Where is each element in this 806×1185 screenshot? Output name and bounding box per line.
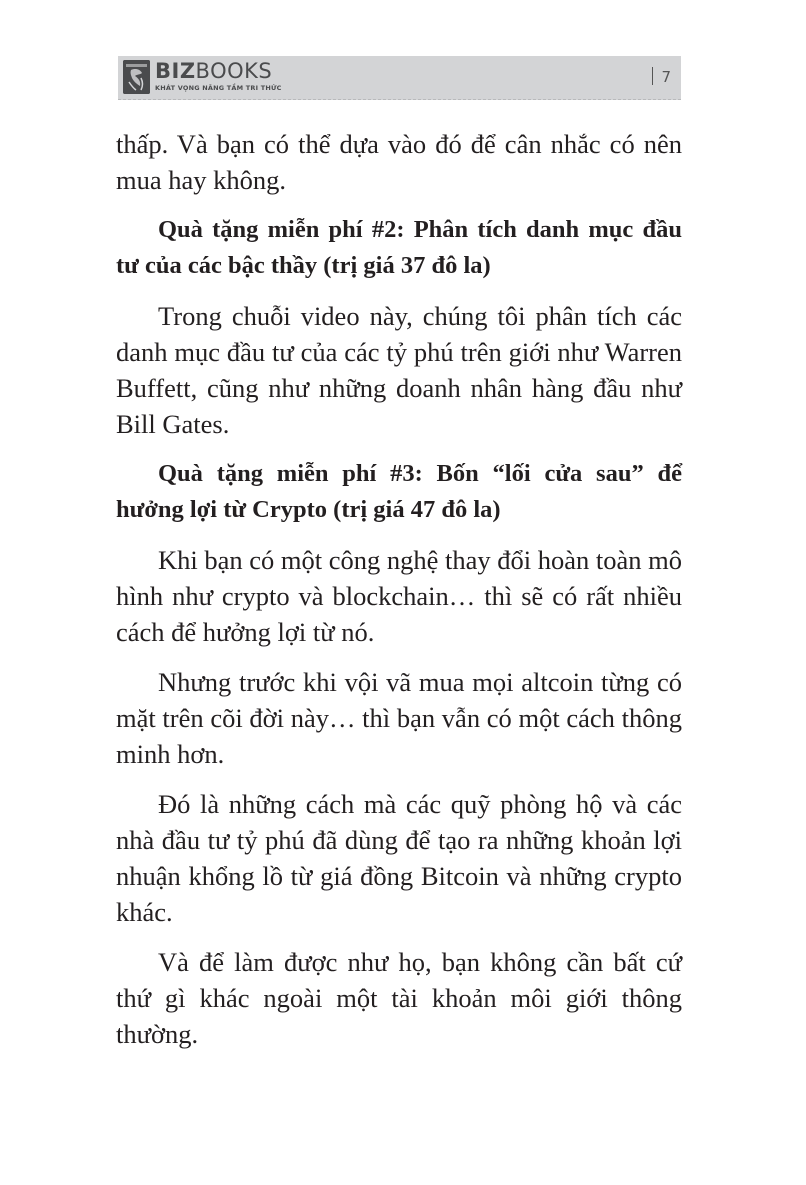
- page-number-separator: [652, 67, 653, 85]
- paragraph: Khi bạn có một công nghệ thay đổi hoàn toàn mô hình như crypto và blockchain… thì sẽ có rất nhiều cách để hưởng lợi từ nó.: [116, 545, 683, 647]
- bizbooks-logo-icon: [123, 60, 150, 94]
- paragraph-continuation: thấp. Và bạn có thể dựa vào đó để cân nhắc có nên mua hay không.: [116, 129, 682, 195]
- section-heading-gift-3: Quà tặng miễn phí #3: Bốn “lối cửa sau” để hưởng lợi từ Crypto (trị giá 47 đô la): [116, 460, 682, 523]
- brand-tagline: KHÁT VỌNG NÂNG TẦM TRI THỨC: [155, 84, 282, 92]
- page-body: [116, 126, 682, 1066]
- page-number: [652, 67, 671, 86]
- paragraph: Đó là những cách mà các quỹ phòng hộ và các nhà đầu tư tỷ phú đã dùng để tạo ra những khoản lợi nhuận khổng lồ từ giá đồng Bitcoin và những crypto khác.: [116, 789, 682, 927]
- paragraph: Trong chuỗi video này, chúng tôi phân tích các danh mục đầu tư của các tỷ phú trên giới như Warren Buffett, cũng như những doanh nhân hàng đầu như Bill Gates.: [116, 301, 682, 439]
- page-number-value: 7: [661, 68, 671, 86]
- paragraph: Nhưng trước khi vội vã mua mọi altcoin từng có mặt trên cõi đời này… thì bạn vẫn có một cách thông minh hơn.: [116, 667, 682, 769]
- brand-bold: BIZ: [155, 59, 196, 83]
- brand-light: BOOKS: [195, 59, 273, 83]
- section-heading-gift-2: Quà tặng miễn phí #2: Phân tích danh mục đầu tư của các bậc thầy (trị giá 37 đô la): [116, 216, 682, 279]
- page-header: [118, 56, 681, 100]
- brand-name: [155, 60, 272, 82]
- paragraph: Và để làm được như họ, bạn không cần bất cứ thứ gì khác ngoài một tài khoản môi giới thông thường.: [116, 947, 682, 1049]
